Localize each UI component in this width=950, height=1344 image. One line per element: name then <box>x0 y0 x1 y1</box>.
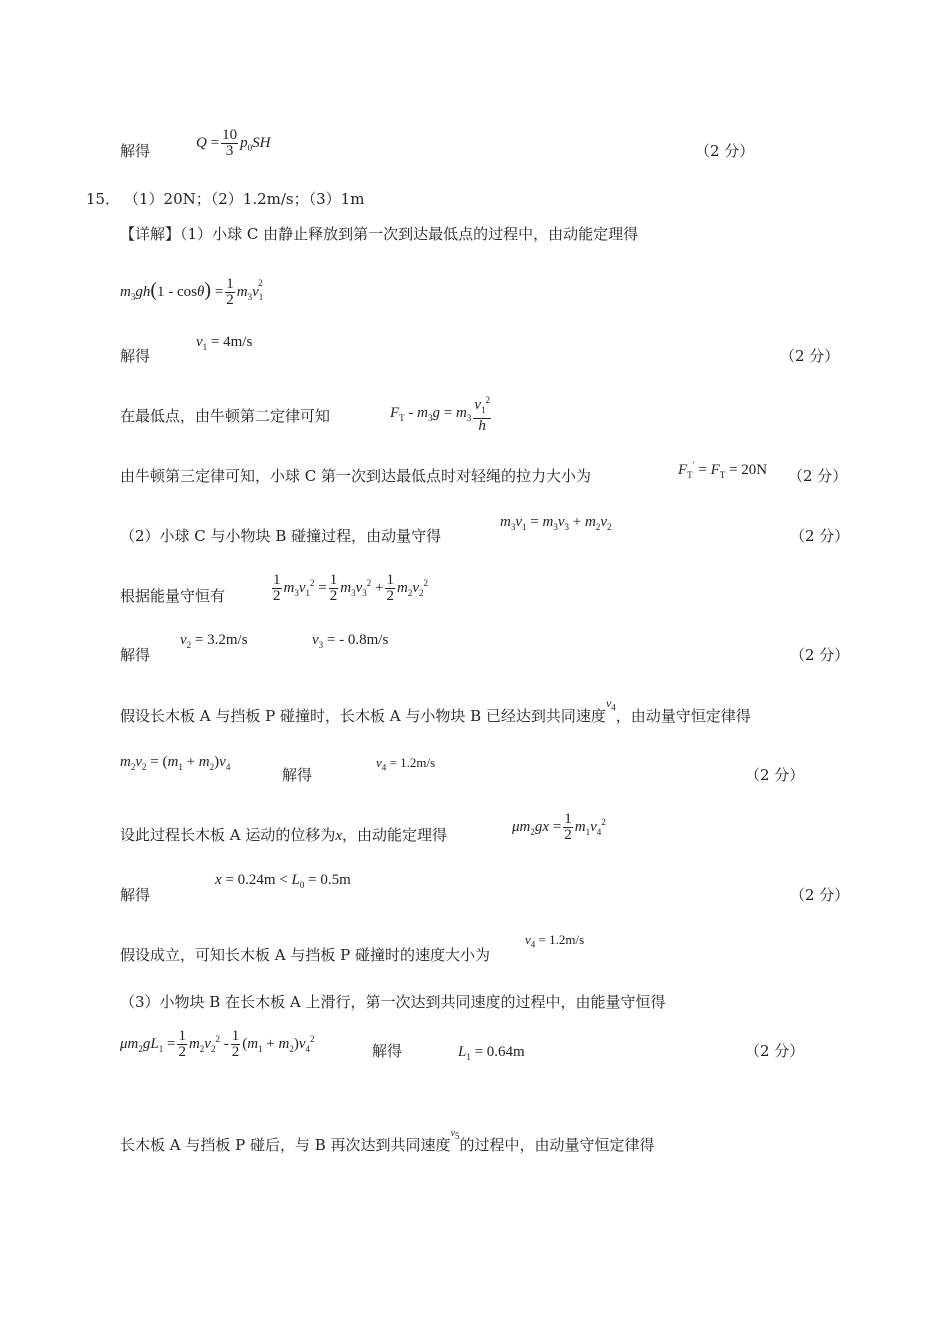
text-newton-3: 由牛顿第三定律可知，小球 C 第一次到达最低点时对轻绳的拉力大小为 <box>120 467 592 485</box>
text-displacement <box>120 826 447 845</box>
equation-tension: $F_T' = F_T = 20N$ <box>678 460 768 480</box>
symbol-v5: v5 <box>450 1128 460 1141</box>
score: （2 分） <box>790 527 850 545</box>
equation-v2: $v_2 = 3.2m/s$ <box>180 632 248 650</box>
score: （2 分） <box>695 142 755 160</box>
equation-energy-3: $\mu m_2gL_1$ = $\frac{1}{2}$ $m_2v_2^2$ - $\frac{1}{2}$ $(m_1 + m_2)v_4^2$ <box>120 1028 315 1060</box>
equation-newton-2: $F_T - m_3g = m_3$ $\frac{v_1^2}{h}$ <box>390 395 490 434</box>
equation-v1: $v_1 = 4m/s$ <box>196 334 253 352</box>
equation-x: $x = 0.24m < L_0 = 0.5m$ <box>215 872 351 890</box>
score: （2 分） <box>790 646 850 664</box>
equation-momentum: $m_3v_1 = m_3v_3 + m_2v_2$ <box>500 514 612 532</box>
text-momentum: （2）小球 C 与小物块 B 碰撞过程，由动量守得 <box>120 527 442 545</box>
jiede-label: 解得 <box>282 766 313 784</box>
text-assumption-b: ，由动量守恒定律得 <box>615 707 751 725</box>
equation-q: Q = $\frac{10}{3}$ $p_0SH$ <box>196 127 271 159</box>
text-confirmed: 假设成立，可知长木板 A 与挡板 P 碰撞时的速度大小为 <box>120 946 490 964</box>
text-displacement-a: 设此过程长木板 A 运动的位移为 <box>120 826 336 844</box>
detail-line <box>120 225 638 243</box>
answers-summary: （1）20N；（2）1.2m/s；（3）1m <box>124 190 365 208</box>
text-after-collision-b: 的过程中，由动量守恒定律得 <box>459 1136 655 1154</box>
equation-v3: $v_3$ = - 0.8m/s <box>312 632 389 650</box>
jiede-label: 解得 <box>372 1042 403 1060</box>
equation-energy-2: $\frac{1}{2}$ $m_3v_1^2$ = $\frac{1}{2}$ $m_3v_3^2$ + $\frac{1}{2}$ $m_2v_2^2$ <box>273 572 428 604</box>
equation-v4: $v_4 = 1.2m/s$ <box>376 755 436 773</box>
score: （2 分） <box>790 886 850 904</box>
jiede-label: 解得 <box>120 142 151 160</box>
text-energy: 根据能量守恒有 <box>120 587 226 605</box>
score: （2 分） <box>745 1042 805 1060</box>
equation-energy-1: $m_3gh(1 - \cos\theta)$ = $\frac{1}{2}$ $m_3v_1^2$ <box>120 276 264 308</box>
question-number: 15． <box>86 190 121 208</box>
jiede-label: 解得 <box>120 347 151 365</box>
var-x: x <box>335 828 343 844</box>
detail-text: （1）小球 C 由静止释放到第一次到达最低点的过程中，由动能定理得 <box>180 225 639 243</box>
equation-l1: $L_1 = 0.64m$ <box>458 1044 525 1062</box>
text-part-3: （3）小物块 B 在长木板 A 上滑行，第一次达到共同速度的过程中，由能量守恒得 <box>120 993 666 1011</box>
text-assumption-a: 假设长木板 A 与挡板 P 碰撞时，长木板 A 与小物块 B 已经达到共同速度 <box>120 707 606 725</box>
text-newton-2: 在最低点，由牛顿第二定律可知 <box>120 407 331 425</box>
equation-common-velocity: $m_2v_2 = (m_1 + m_2)v_4$ <box>120 754 231 772</box>
score: （2 分） <box>780 347 840 365</box>
text-assumption <box>120 696 751 730</box>
equation-work-energy: $\mu m_2gx$ = $\frac{1}{2}$ $m_1v_4^2$ <box>512 811 606 843</box>
jiede-label: 解得 <box>120 646 151 664</box>
score: （2 分） <box>788 467 848 485</box>
jiede-label: 解得 <box>120 886 151 904</box>
detail-tag: 【详解】 <box>120 225 181 243</box>
text-displacement-b: ，由动能定理得 <box>342 826 448 844</box>
score: （2 分） <box>745 766 805 784</box>
text-after-collision <box>120 1128 655 1159</box>
text-after-collision-a: 长木板 A 与挡板 P 碰后，与 B 再次达到共同速度 <box>120 1136 451 1154</box>
symbol-v4: v4 <box>605 696 616 713</box>
equation-v4-final: $v_4 = 1.2m/s$ <box>525 932 585 950</box>
